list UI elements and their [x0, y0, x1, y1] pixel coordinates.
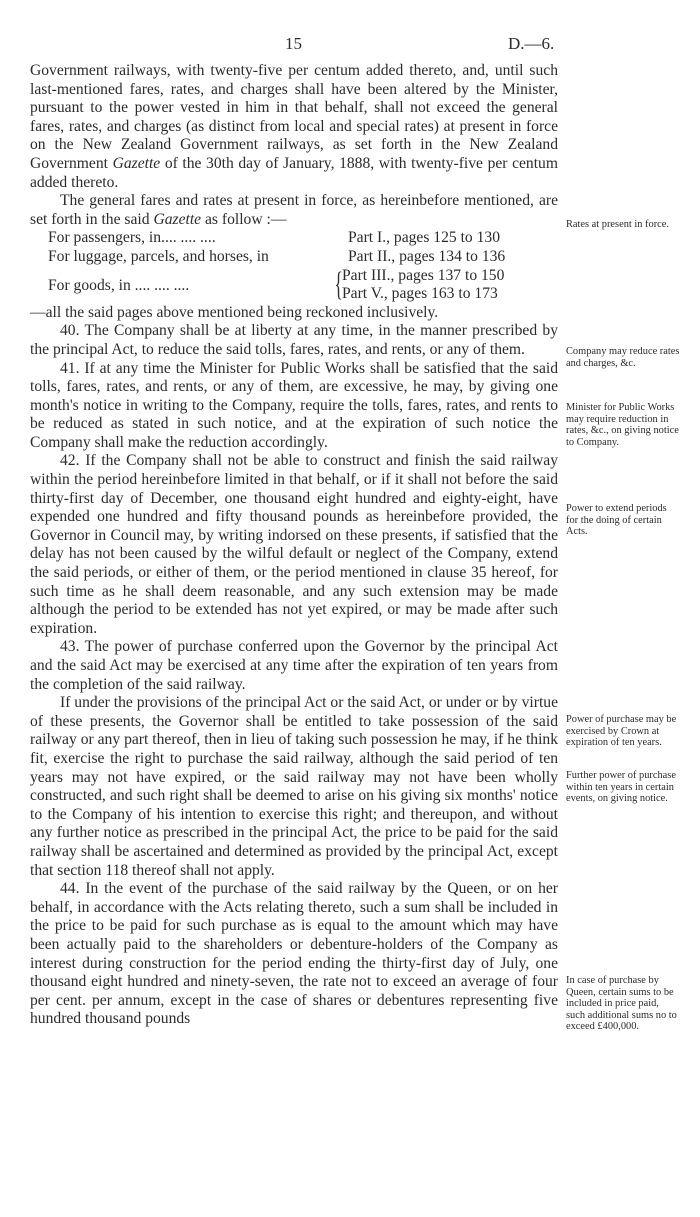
opening-text: Government railways, with twenty-five per centum added thereto, and, until such last-mentioned fares, rates, and charges shall have been altered by the Minister, pursuant to the power vested in him in that behalf, shall not exceed the general fares, rates, and charges (as distinct from local and special rates) at present in force on the New Zealand Government railways, as set forth in the New Zealand Government [30, 62, 558, 172]
margin-note-purchase: Power of purchase may be exercised by Crown at expiration of ten years. [566, 714, 677, 749]
paragraph-43: 43. The power of purchase conferred upon the Governor by the principal Act and the said Act may be exercised at any time after the expiration of ten years from the completion of the said railway. [30, 638, 558, 693]
margin-note-minister: Minister for Public Works may require reduction in rates, &c., on giving notice to Company. [566, 402, 679, 448]
schedule-row-luggage [30, 248, 558, 267]
schedule-part: Part II., pages 134 to 136 [348, 247, 506, 265]
paragraph-40: 40. The Company shall be at liberty at any time, in the manner prescribed by the principal Act, to reduce the said tolls, fares, rates, and rents, or any of them. [30, 322, 558, 358]
schedule-label: For goods, in .... .... .... [48, 276, 190, 294]
margin-note-rates: Rates at present in force. [566, 219, 669, 230]
rates-text: The general fares and rates at present in force, as hereinbefore mentioned, are set forth in the said [30, 192, 558, 228]
schedule-part: Part III., pages 137 to 150 [342, 266, 505, 284]
schedule-part: Part I., pages 125 to 130 [348, 229, 501, 247]
paragraph-opening [30, 62, 558, 192]
paragraph-rates [30, 192, 558, 229]
paragraph-42: 42. If the Company shall not be able to construct and finish the said railway within the period hereinbefore limited in that behalf, or if it shall not before the said thirty-first day of December, one thousand eight hundred and eighty-eight, have expended one hundred and fifty thousand pounds as hereinbefore provided, the Governor in Council may, by writing indorsed on these presents, if satisfied that the delay has not been caused by the wilful default or neglect of the Company, extend the said periods, or either of them, or the period mentioned in clause 35 hereof, for such time as he shall deem reasonable, and any such extension may be made although the period to be extended has not yet expired, or may be made after such expiration. [30, 452, 558, 637]
margin-note-reduce: Company may reduce rates and charges, &c. [566, 346, 680, 369]
rates-schedule [30, 229, 558, 303]
main-text [30, 62, 558, 1029]
margin-note-queen: In case of purchase by Queen, certain sums to be included in price paid, such additional sums no to exceed £400,000. [566, 975, 677, 1033]
schedule-row-goods [30, 267, 558, 304]
page-number: 15 [285, 34, 302, 53]
gazette-italic: Gazette [112, 154, 161, 172]
document-reference: D.—6. [508, 34, 555, 53]
page-header [0, 34, 700, 56]
gazette-italic-2: Gazette [153, 210, 202, 228]
paragraph-43-continued: If under the provisions of the principal Act or the said Act, or under or by virtue of these presents, the Governor shall be entitled to take possession of the said railway or any part thereof, then in lieu of taking such possession he may, if he think fit, exercise the right to purchase the said railway, although the said period of ten years may not have expired, or the said railway may not have been wholly constructed, and such right shall be deemed to arise on his giving six months' notice to the Company of his intention to exercise this right; and thereupon, and without any further notice as prescribed in the principal Act, the price to be paid for the said railway shall be ascertained and determined as provided by the principal Act, except that section 118 thereof shall not apply. [30, 694, 558, 879]
paragraph-pages-note: —all the said pages above mentioned being reckoned inclusively. [30, 303, 439, 321]
rates-text-end: as follow :— [204, 210, 287, 228]
schedule-label: For passengers, in.... .... .... [48, 229, 216, 247]
brace-glyph: { [334, 265, 343, 303]
schedule-part: Part V., pages 163 to 173 [342, 285, 498, 303]
margin-note-extend: Power to extend periods for the doing of certain Acts. [566, 503, 667, 538]
paragraph-41: 41. If at any time the Minister for Public Works shall be satisfied that the said tolls, fares, rates, and rents, or any of them, are excessive, he may, by giving one month's notice in writing to the Company, require the tolls, fares, rates, and rents to be reduced as stated in such notice, and at the expiration of such notice the Company shall make the reduction accordingly. [30, 359, 558, 451]
opening-text-end: of the 30th day of January, 1888, with twenty-five per centum added thereto. [30, 154, 558, 191]
goods-parts-wrap [318, 267, 504, 304]
margin-note-further: Further power of purchase within ten years in certain events, on giving notice. [566, 770, 676, 805]
schedule-row-passengers [30, 229, 558, 248]
goods-parts [342, 267, 504, 304]
schedule-label: For luggage, parcels, and horses, in [48, 247, 269, 265]
paragraph-44: 44. In the event of the purchase of the said railway by the Queen, or on her behalf, in accordance with the Acts relating thereto, such a sum shall be included in the price to be paid for such purchase as is equal to the amount which may have been actually paid to the shareholders or debenture-holders of the Company as interest during construction for the period ending the thirty-first day of July, one thousand eight hundred and ninety-seven, the rate not to exceed an average of four per cent. per annum, except in the case of shares or debentures representing five hundred thousand pounds [30, 880, 558, 1028]
